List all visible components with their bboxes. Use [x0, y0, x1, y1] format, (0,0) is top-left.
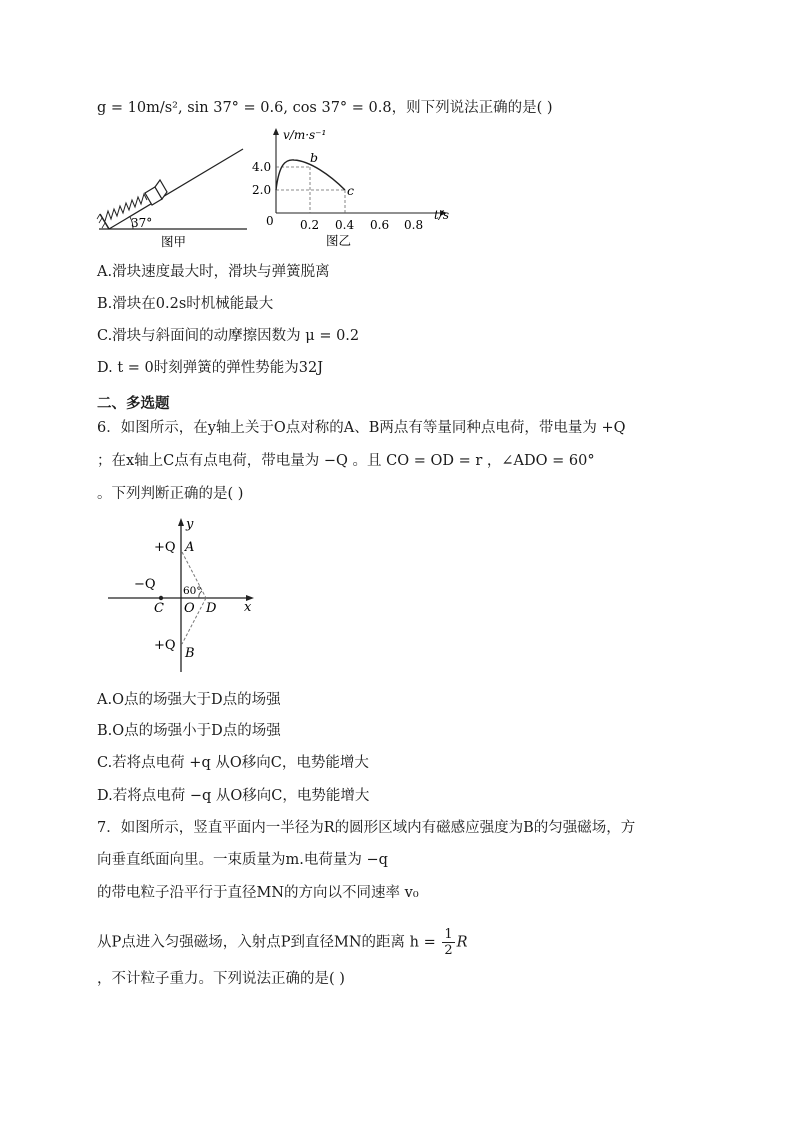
x-axis-label: x — [244, 600, 252, 615]
fraction-denominator: 2 — [444, 943, 453, 958]
fraction-variable-r: R — [456, 934, 468, 951]
q6-text-line2: ；在x轴上C点有点电荷，带电量为 −Q 。且 CO = OD = r ，∠ADO = 60° — [97, 453, 595, 469]
q5-option-a: A.滑块速度最大时，滑块与弹簧脱离 — [97, 264, 330, 280]
charge-a-label: +Q — [154, 540, 176, 555]
point-c-label: c — [347, 183, 355, 198]
q6-option-c: C.若将点电荷 +q 从O移向C，电势能增大 — [97, 755, 369, 771]
point-o-label: O — [184, 601, 195, 616]
section-heading-multi-choice: 二、多选题 — [97, 396, 170, 412]
fig-jia-caption: 图甲 — [161, 234, 187, 249]
figure-yi — [250, 125, 460, 250]
q6-option-d: D.若将点电荷 −q 从O移向C，电势能增大 — [97, 788, 370, 804]
q5-given-text: g = 10m/s², sin 37° = 0.6, cos 37° = 0.8，则下列说法正确的是( ) — [97, 100, 553, 116]
q5-option-c: C.滑块与斜面间的动摩擦因数为 μ = 0.2 — [97, 328, 360, 344]
charge-c-label: −Q — [134, 577, 156, 592]
point-b-label: b — [310, 150, 319, 165]
q7-text-line1: 7．如图所示，竖直平面内一半径为R的圆形区域内有磁感应强度为B的匀强磁场，方 — [97, 820, 636, 836]
q7-text-line3: 的带电粒子沿平行于直径MN的方向以不同速率 v₀ — [97, 885, 419, 901]
point-c-dot — [159, 596, 163, 600]
angle-60-label: 60° — [183, 585, 202, 597]
origin-label: 0 — [266, 214, 274, 228]
point-a-label: A — [185, 540, 195, 555]
point-c-label: C — [154, 601, 164, 616]
t-axis-label: t/s — [434, 208, 450, 222]
q7-text-line2: 向垂直纸面向里。一束质量为m.电荷量为 −q — [97, 852, 388, 868]
q6-option-b: B.O点的场强小于D点的场强 — [97, 723, 281, 739]
y-tick-2: 2.0 — [252, 183, 272, 197]
q6-text-line1: 6．如图所示，在y轴上关于O点对称的A、B两点有等量同种点电荷，带电量为 +Q — [97, 420, 626, 436]
fraction-one-half — [442, 927, 454, 958]
y-tick-4: 4.0 — [252, 160, 272, 174]
x-tick-0.4: 0.4 — [335, 218, 355, 232]
figure-q6-charges — [100, 512, 270, 677]
q6-text-line3: 。下列判断正确的是( ) — [97, 486, 244, 502]
q5-option-d: D. t = 0时刻弹簧的弹性势能为32J — [97, 360, 324, 376]
fig-yi-caption: 图乙 — [326, 233, 352, 248]
figure-jia — [95, 143, 255, 253]
q6-option-a: A.O点的场强大于D点的场强 — [97, 692, 281, 708]
q7-text-line5: ，不计粒子重力。下列说法正确的是( ) — [97, 971, 345, 987]
x-tick-0.8: 0.8 — [404, 218, 424, 232]
point-b-label: B — [185, 646, 195, 661]
charge-b-label: +Q — [154, 638, 176, 653]
fraction-numerator: 1 — [444, 927, 453, 942]
block-icon — [145, 180, 167, 205]
v-axis-label: v/m·s⁻¹ — [283, 128, 327, 142]
q7-text-line4 — [97, 927, 468, 958]
x-tick-0.2: 0.2 — [300, 218, 320, 232]
q7-line4-text: 从P点进入匀强磁场，入射点P到直径MN的距离 h = — [97, 934, 436, 951]
y-axis-label: y — [186, 517, 194, 532]
q5-option-b: B.滑块在0.2s时机械能最大 — [97, 296, 274, 312]
angle-37-label: 37° — [131, 216, 153, 230]
x-tick-0.6: 0.6 — [370, 218, 390, 232]
point-d-label: D — [206, 601, 217, 616]
